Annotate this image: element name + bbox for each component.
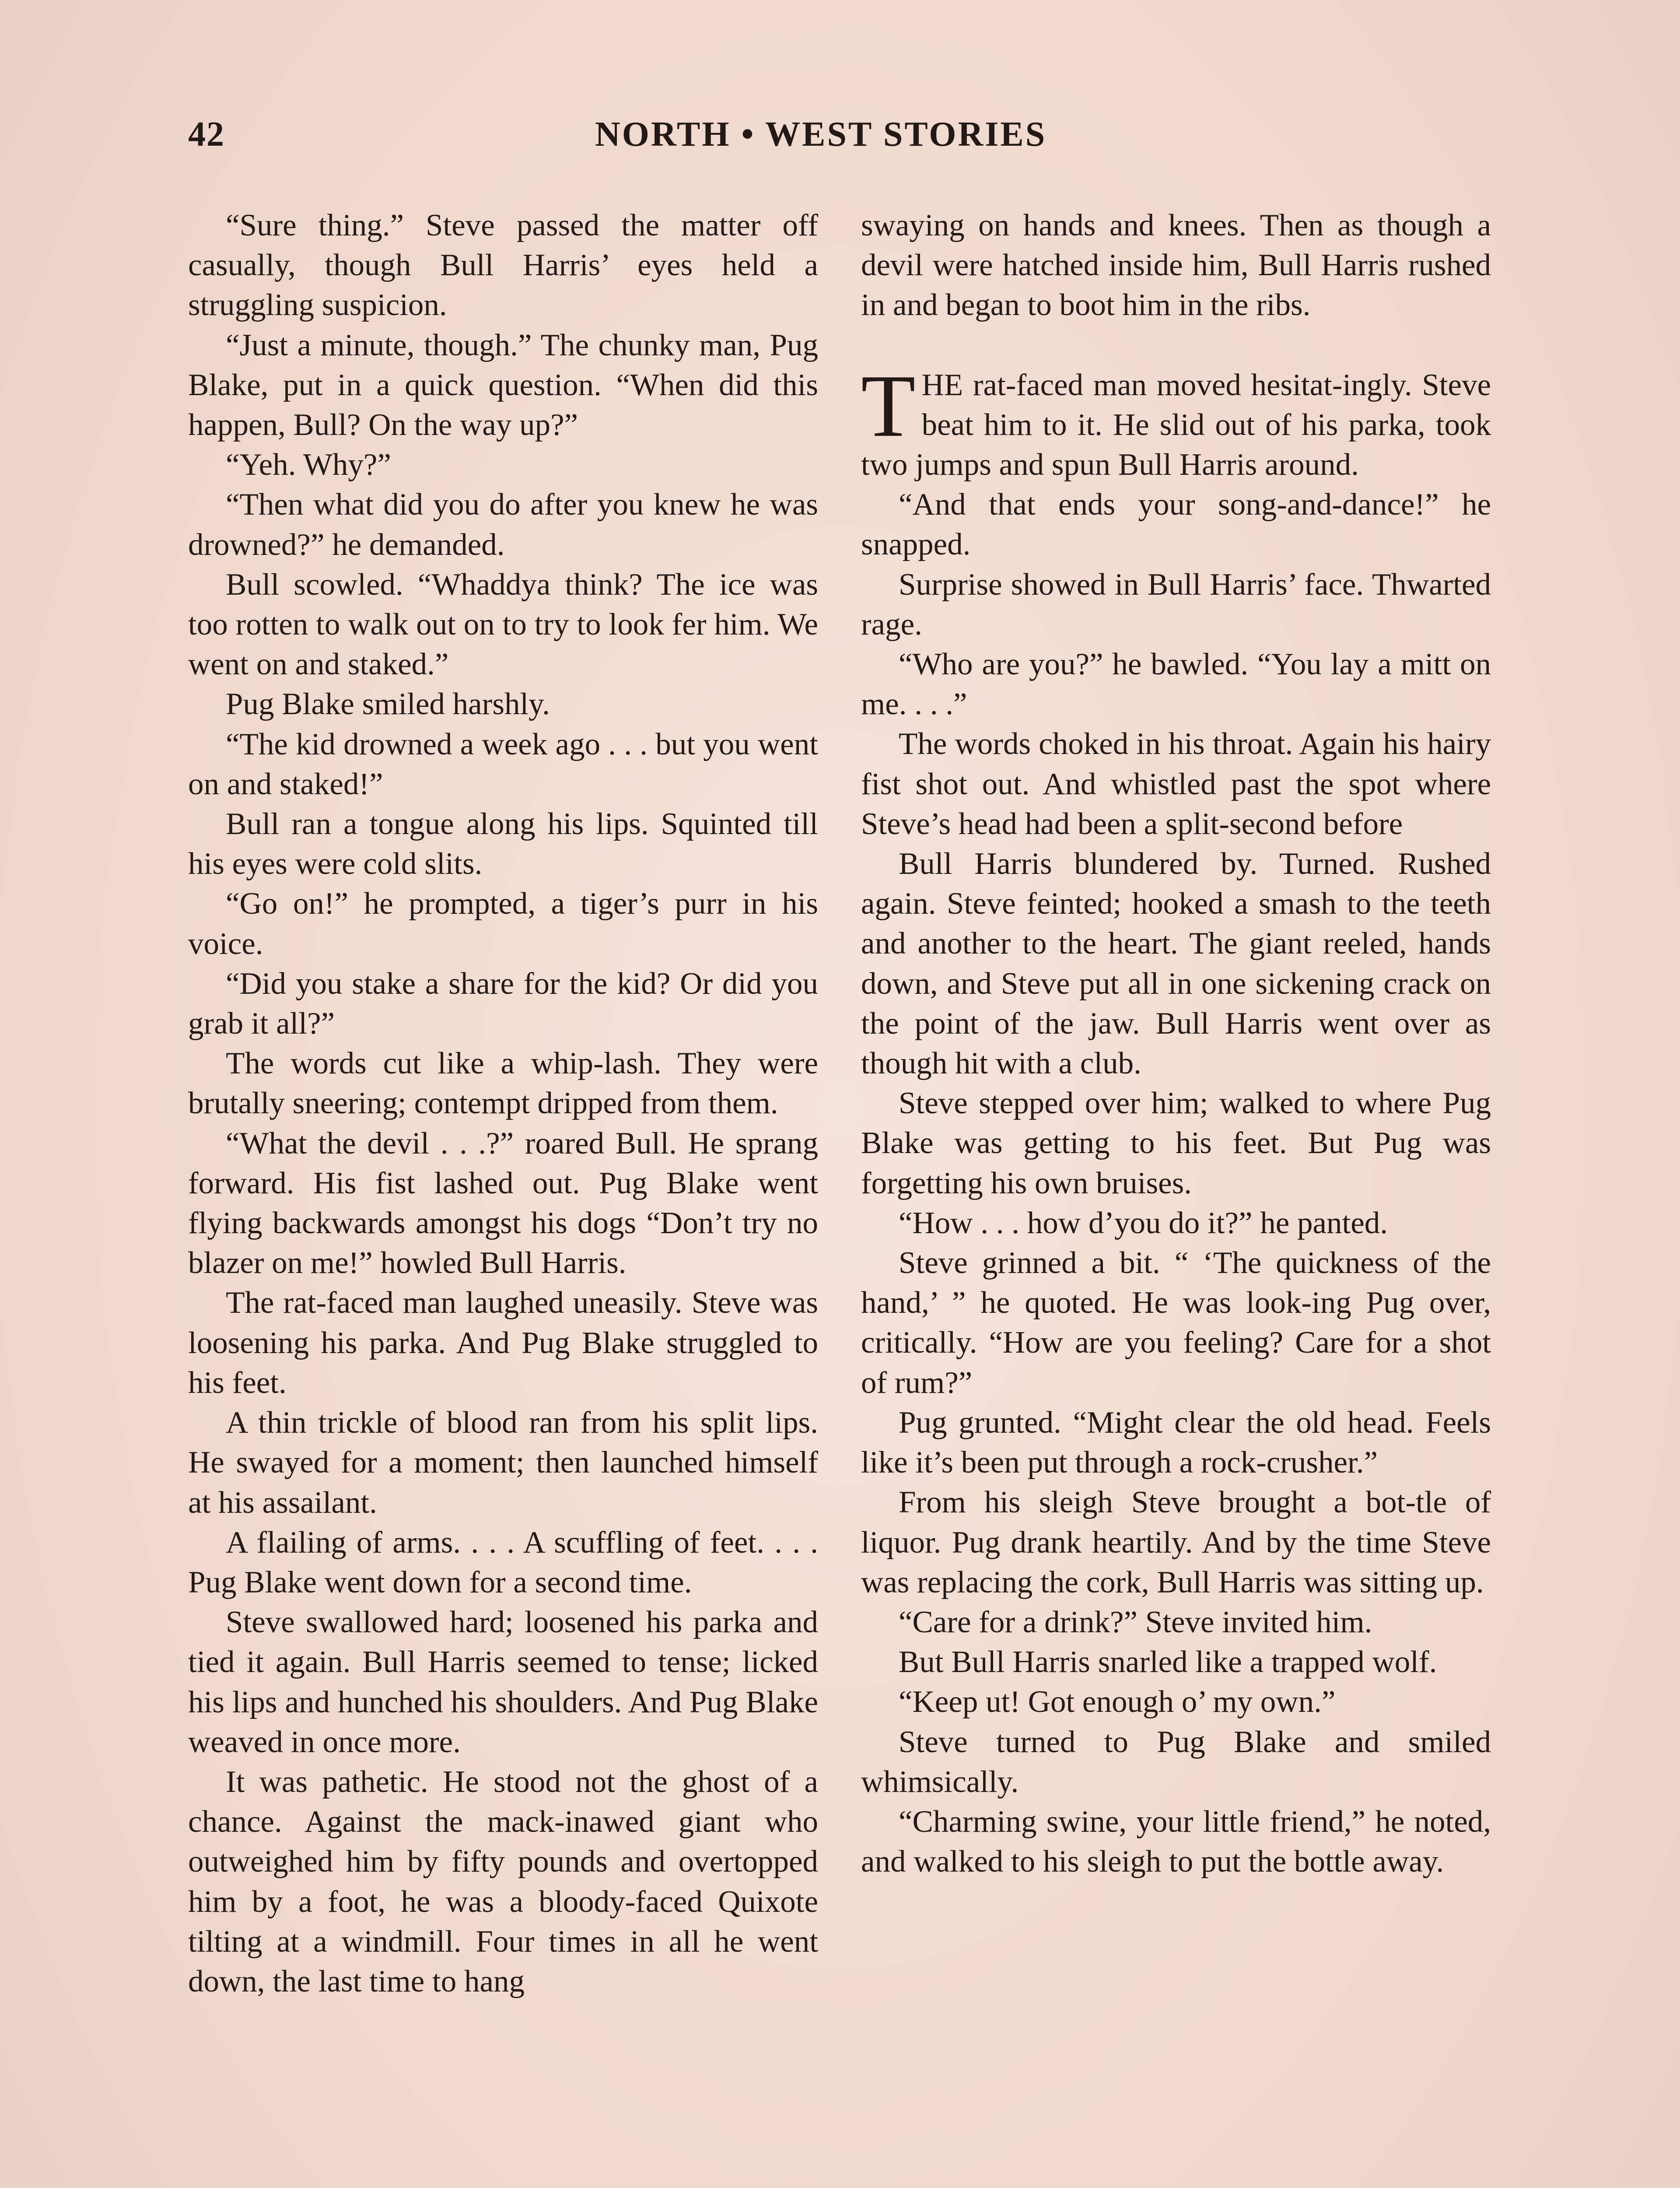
paragraph: “The kid drowned a week ago . . . but you went on and staked!” (188, 727, 818, 801)
paragraph: “Charming swine, your little friend,” he noted, and walked to his sleigh to put the bottle away. (861, 1804, 1491, 1879)
page-number: 42 (188, 115, 225, 154)
paragraph: “Care for a drink?” Steve invited him. (899, 1605, 1372, 1639)
paragraph: “What the devil . . .?” roared Bull. He sprang forward. His fist lashed out. Pug Blake went flying backwards amongst his dogs “Don’t try no blazer on me!” howled Bull Harris. (188, 1126, 818, 1280)
paragraph: But Bull Harris snarled like a trapped wolf. (899, 1645, 1437, 1680)
paragraph: Bull Harris blundered by. Turned. Rushed again. Steve feinted; hooked a smash to the teeth and another to the heart. The giant reeled, hands down, and Steve put all in one sickening crack on the point of the jaw. Bull Harris went over as though hit with a club. (861, 847, 1491, 1081)
dropcap-paragraph-text: HE rat-faced man moved hesitat-ingly. Steve beat him to it. He slid out of his parka, took two jumps and spun Bull Harris around. (861, 368, 1491, 482)
right-column (861, 206, 1491, 1882)
paragraph: “How . . . how d’you do it?” he panted. (899, 1206, 1388, 1240)
paragraph: “Just a minute, though.” The chunky man, Pug Blake, put in a quick question. “When did this happen, Bull? On the way up?” (188, 328, 818, 442)
paragraph: Bull scowled. “Whaddya think? The ice was too rotten to walk out on to try to look fer him. We went on and staked.” (188, 567, 818, 682)
drop-cap: T (861, 356, 916, 456)
paragraph: The words cut like a whip-lash. They were brutally sneering; contempt dripped from them. (188, 1046, 818, 1121)
paragraph: “Yeh. Why?” (226, 448, 391, 482)
paragraph: “Then what did you do after you knew he was drowned?” he demanded. (188, 487, 818, 562)
left-column (188, 206, 818, 2002)
paragraph: A flailing of arms. . . . A scuffling of feet. . . . Pug Blake went down for a second time. (188, 1525, 818, 1599)
paragraph: Pug Blake smiled harshly. (226, 687, 550, 722)
paragraph: Bull ran a tongue along his lips. Squinted till his eyes were cold slits. (188, 807, 818, 881)
paragraph: “Who are you?” he bawled. “You lay a mitt on me. . . .” (861, 647, 1491, 722)
paragraph: The words choked in his throat. Again his hairy fist shot out. And whistled past the spot where Steve’s head had been a split-second before (861, 727, 1491, 841)
paragraph: A thin trickle of blood ran from his split lips. He swayed for a moment; then launched himself at his assailant. (188, 1406, 818, 1520)
paragraph: From his sleigh Steve brought a bot-tle of liquor. Pug drank heartily. And by the time Steve was replacing the cork, Bull Harris was sitting up. (861, 1485, 1491, 1599)
paragraph: “Did you stake a share for the kid? Or did you grab it all?” (188, 966, 818, 1041)
dropcap-paragraph (861, 356, 1491, 485)
paragraph: It was pathetic. He stood not the ghost of a chance. Against the mack-inawed giant who outweighed him by fifty pounds and overtopped him by a foot, he was a bloody-faced Quixote tilting at a windmill. Four times in all he went down, the last time to hang (188, 1764, 818, 1999)
running-title: NORTH • WEST STORIES (595, 115, 1047, 154)
paragraph: Surprise showed in Bull Harris’ face. Thwarted rage. (861, 567, 1491, 642)
paragraph: Steve swallowed hard; loosened his parka and tied it again. Bull Harris seemed to tense; licked his lips and hunched his shoulders. And Pug Blake weaved in once more. (188, 1605, 818, 1759)
paragraph: Steve stepped over him; walked to where Pug Blake was getting to his feet. But Pug was forgetting his own bruises. (861, 1086, 1491, 1200)
page-header (188, 115, 1531, 167)
paragraph: “Sure thing.” Steve passed the matter off casually, though Bull Harris’ eyes held a struggling suspicion. (188, 208, 818, 323)
paragraph: “And that ends your song-and-dance!” he snapped. (861, 487, 1491, 562)
paragraph: Steve turned to Pug Blake and smiled whimsically. (861, 1725, 1491, 1799)
paragraph: Steve grinned a bit. “ ‘The quickness of the hand,’ ” he quoted. He was look-ing Pug over, critically. “How are you feeling? Care for a shot of rum?” (861, 1246, 1491, 1400)
continued-paragraph: swaying on hands and knees. Then as though a devil were hatched inside him, Bull Harris rushed in and began to boot him in the ribs. (861, 208, 1491, 323)
paragraph: Pug grunted. “Might clear the old head. Feels like it’s been put through a rock-crusher.” (861, 1405, 1491, 1480)
paragraph: “Keep ut! Got enough o’ my own.” (899, 1685, 1336, 1719)
section-break (861, 326, 1491, 365)
paragraph: “Go on!” he prompted, a tiger’s purr in his voice. (188, 887, 818, 961)
paragraph: The rat-faced man laughed uneasily. Steve was loosening his parka. And Pug Blake struggled to his feet. (188, 1286, 818, 1400)
